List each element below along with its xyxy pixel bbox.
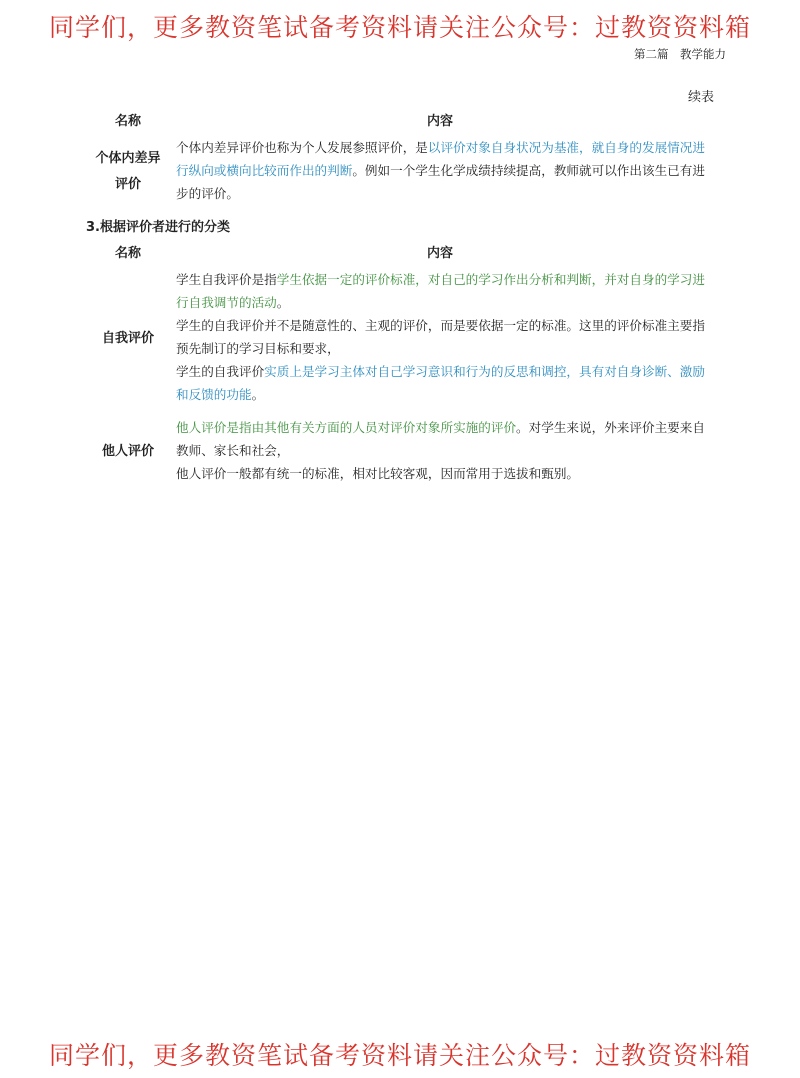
column-header-content: 内容	[426, 113, 453, 129]
highlight-text: 以评价对象自身状况为基准，就自身的发展情况进行纵向或横向比较而作出的判断	[176, 140, 705, 178]
row-content	[168, 268, 712, 410]
row-content	[168, 416, 712, 488]
content-text: 。例如一个学生化学成绩持续提高，教师就可以作出该生已有进步的评价。	[176, 163, 705, 201]
row-name-self-evaluation: 自我评价	[101, 331, 154, 346]
continued-label: 续表	[687, 90, 714, 105]
chapter-header: 第二篇 教学能力	[634, 47, 726, 61]
content-paragraph: 他人评价一般都有统一的标准，相对比较客观，因而常用于选拔和甄别。	[176, 466, 579, 481]
row-content	[168, 136, 712, 208]
content-text: 学生自我评价是指	[176, 272, 277, 287]
table-row	[88, 416, 712, 488]
column-header-name: 名称	[114, 245, 141, 261]
content-text: 。	[251, 387, 265, 402]
promo-banner-top: 同学们，更多教资笔试备考资料请关注公众号：过教资资料箱	[48, 13, 751, 42]
highlight-text: 学生依据一定的评价标准，对自己的学习作出分析和判断，并对自身的学习进行自我调节的活动	[176, 272, 705, 310]
promo-banner-bottom: 同学们，更多教资笔试备考资料请关注公众号：过教资资料箱	[48, 1041, 751, 1070]
content-text: 个体内差异评价也称为个人发展参照评价，是	[176, 140, 428, 155]
table-row	[88, 136, 712, 208]
content-text: 。	[276, 295, 290, 310]
column-header-name: 名称	[114, 113, 141, 129]
table-header	[88, 238, 712, 264]
row-name-individual-difference	[88, 136, 168, 208]
highlight-text: 实质上是学习主体对自己学习意识和行为的反思和调控，具有对自身诊断、激励和反馈的功能	[176, 364, 705, 402]
content-paragraph: 学生的自我评价并不是随意性的、主观的评价，而是要依据一定的标准。这里的评价标准主要指预先制订的学习目标和要求，	[176, 318, 705, 356]
content-text: 学生的自我评价	[176, 364, 265, 379]
row-name-line: 个体内差异	[95, 151, 161, 166]
section-title: 3.根据评价者进行的分类	[86, 220, 230, 235]
content-text: 。对学生来说，外来评价主要来自教师、家长和社会，	[176, 420, 705, 458]
column-header-content: 内容	[426, 245, 453, 261]
evaluation-table-2	[88, 238, 712, 488]
evaluation-table-1	[88, 106, 712, 208]
table-header	[88, 106, 712, 132]
highlight-text: 他人评价是指由其他有关方面的人员对评价对象所实施的评价	[176, 420, 517, 435]
table-row	[88, 268, 712, 410]
row-name-other-evaluation: 他人评价	[101, 444, 154, 459]
row-name-line: 评价	[114, 177, 141, 192]
